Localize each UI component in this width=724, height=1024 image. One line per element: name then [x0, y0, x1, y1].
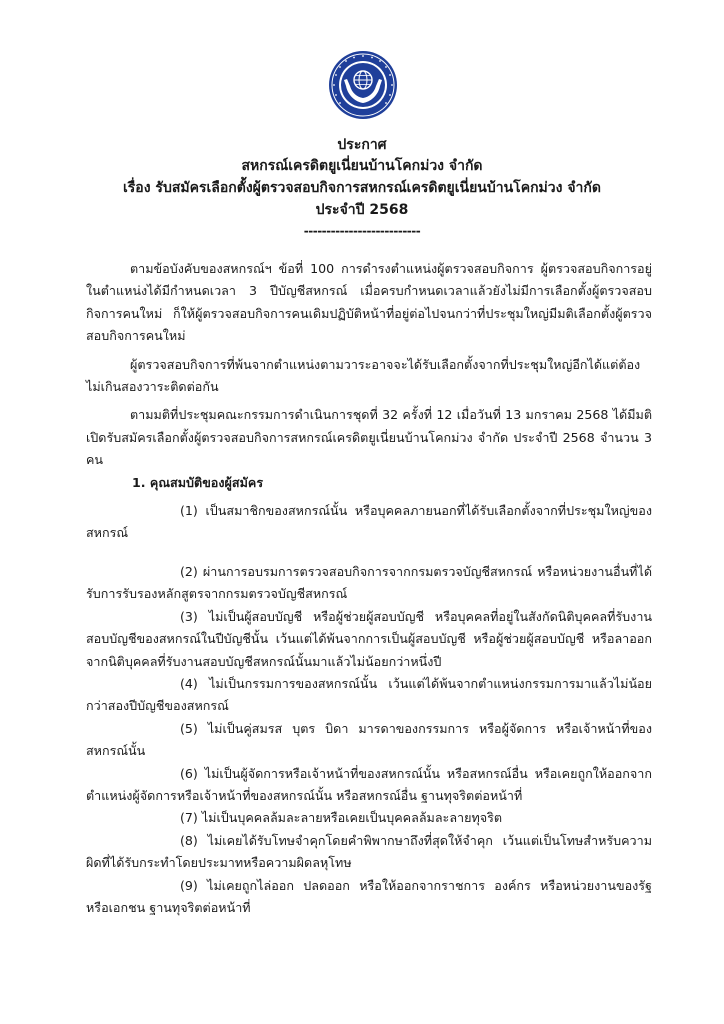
title-divider: --------------------------	[303, 224, 421, 238]
qualification-item: (8) ไม่เคยได้รับโทษจำคุกโดยคำพิพากษาถึงที่สุดให้จำคุก เว้นแต่เป็นโทษสำหรับความผิดที่ได้รับกระทำโดยประมาทหรือความผิดลหุโทษ	[86, 832, 652, 871]
qualification-item: (2) ผ่านการอบรมการตรวจสอบกิจการจากกรมตรวจบัญชีสหกรณ์ หรือหน่วยงานอื่นที่ได้รับการรับรองหลักสูตรจากกรมตรวจบัญชีสหกรณ์	[86, 563, 652, 602]
qualification-item: (7) ไม่เป็นบุคคลล้มละลายหรือเคยเป็นบุคคลล้มละลายทุจริต	[180, 810, 503, 826]
announcement-year: ประจำปี 2568	[315, 202, 409, 218]
announcement-subject: เรื่อง รับสมัครเลือกตั้งผู้ตรวจสอบกิจการสหกรณ์เครดิตยูเนี่ยนบ้านโคกม่วง จำกัด	[123, 180, 601, 196]
organization-name: สหกรณ์เครดิตยูเนี่ยนบ้านโคกม่วง จำกัด	[241, 158, 483, 174]
announcement-label: ประกาศ	[337, 137, 387, 153]
paragraph-bylaw: ตามข้อบังคับของสหกรณ์ฯ ข้อที่ 100 การดำรงตำแหน่งผู้ตรวจสอบกิจการ ผู้ตรวจสอบกิจการอยู่ในตำแหน่งได้มีกำหนดเวลา 3 ปีบัญชีสหกรณ์ เมื่อครบกำหนดเวลาแล้วยังไม่มีการเลือกตั้งผู้ตรวจสอบกิจการคนใหม่ ก็ให้ผู้ตรวจสอบกิจการคนเดิมปฏิบัติหน้าที่อยู่ต่อไปจนกว่าที่ประชุมใหญ่มีมติเลือกตั้งผู้ตรวจสอบกิจการคนใหม่	[86, 261, 652, 344]
qualification-item: (3) ไม่เป็นผู้สอบบัญชี หรือผู้ช่วยผู้สอบบัญชี หรือบุคคลที่อยู่ในสังกัดนิติบุคคลที่รับงานสอบบัญชีของสหกรณ์ในปีบัญชีนั้น เว้นแต่ได้พ้นจากการเป็นผู้สอบบัญชี หรือผู้ช่วยผู้สอบบัญชี หรือลาออกจากนิติบุคคลที่รับงานสอบบัญชีสหกรณ์นั้นมาแล้วไม่น้อยกว่าหนึ่งปี	[86, 608, 652, 669]
qualification-item: (5) ไม่เป็นคู่สมรส บุตร บิดา มารดาของกรรมการ หรือผู้จัดการ หรือเจ้าหน้าที่ของสหกรณ์นั้น	[86, 720, 652, 759]
document-body	[86, 258, 652, 919]
qualification-item: (6) ไม่เป็นผู้จัดการหรือเจ้าหน้าที่ของสหกรณ์นั้น หรือสหกรณ์อื่น หรือเคยถูกให้ออกจากตำแหน่งผู้จัดการหรือเจ้าหน้าที่ของสหกรณ์นั้น หรือสหกรณ์อื่น ฐานทุจริตต่อหน้าที่	[86, 765, 652, 803]
section-title-qualifications: 1. คุณสมบัติของผู้สมัคร	[132, 474, 264, 490]
cooperative-seal-icon	[328, 50, 398, 120]
qualification-item: (9) ไม่เคยถูกไล่ออก ปลดออก หรือให้ออกจากราชการ องค์กร หรือหน่วยงานของรัฐ หรือเอกชน ฐานทุจริตต่อหน้าที่	[86, 877, 652, 915]
qualification-item: (1) เป็นสมาชิกของสหกรณ์นั้น หรือบุคคลภายนอกที่ได้รับเลือกตั้งจากที่ประชุมใหญ่ของสหกรณ์	[86, 503, 652, 541]
paragraph-term-limit: ผู้ตรวจสอบกิจการที่พ้นจากตำแหน่งตามวาระอาจจะได้รับเลือกตั้งจากที่ประชุมใหญ่อีกได้แต่ต้องไม่เกินสองวาระติดต่อกัน	[86, 356, 641, 395]
qualification-item: (4) ไม่เป็นกรรมการของสหกรณ์นั้น เว้นแต่ได้พ้นจากตำแหน่งกรรมการมาแล้วไม่น้อยกว่าสองปีบัญชีของสหกรณ์	[86, 675, 652, 714]
paragraph-resolution: ตามมติที่ประชุมคณะกรรมการดำเนินการชุดที่ 32 ครั้งที่ 12 เมื่อวันที่ 13 มกราคม 2568 ได้มีมติเปิดรับสมัครเลือกตั้งผู้ตรวจสอบกิจการสหกรณ์เครดิตยูเนี่ยนบ้านโคกม่วง จำกัด ประจำปี 2568 จำนวน 3 คน	[86, 407, 652, 468]
